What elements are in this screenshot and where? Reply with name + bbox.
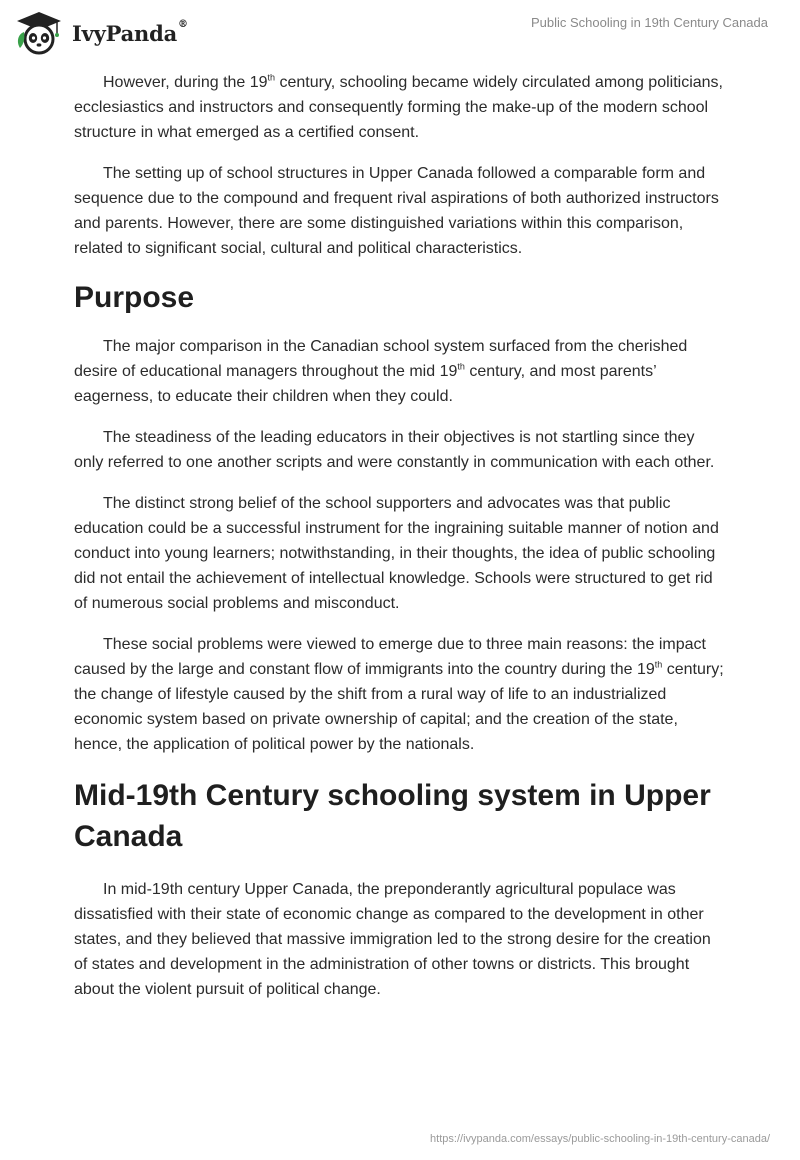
page-header — [0, 0, 800, 64]
paragraph: The major comparison in the Canadian school system surfaced from the cherished desire of educational managers throughout the mid 19th century, and most parents’ eagerness, to educate their children when they could. — [74, 338, 688, 405]
paragraph: The setting up of school structures in Upper Canada followed a comparable form and sequence due to the compound and frequent rival aspirations of both authorized instructors and parents. However, there are some distinguished variations within this comparison, related to significant social, cultural and political characteristics. — [74, 165, 719, 257]
essay-body — [74, 70, 728, 1018]
logo-wordmark: IvyPanda® — [72, 18, 188, 46]
source-url[interactable]: https://ivypanda.com/essays/public-schooling-in-19th-century-canada/ — [430, 1133, 770, 1145]
document-title: Public Schooling in 19th Century Canada — [530, 15, 768, 30]
ivypanda-logo[interactable] — [14, 8, 188, 58]
section-heading-mid-19th-century: Mid-19th Century schooling system in Upper Canada — [74, 779, 711, 853]
panda-graduate-icon — [14, 8, 64, 58]
paragraph: In mid-19th century Upper Canada, the preponderantly agricultural populace was dissatisfied with their state of economic change as compared to the development in other states, and they believed that massive immigration led to the strong desire for the creation of states and development in the administration of other towns or districts. This brought about the violent pursuit of political change. — [74, 881, 711, 998]
paragraph: These social problems were viewed to emerge due to three main reasons: the impact caused by the large and constant flow of immigrants into the country during the 19th century; the change of lifestyle caused by the shift from a rural way of life to an industrialized economic system based on private ownership of capital; and the creation of the state, hence, the application of political power by the nationals. — [74, 636, 724, 753]
paragraph: The steadiness of the leading educators in their objectives is not startling since they only referred to one another scripts and were constantly in communication with each other. — [74, 429, 715, 471]
paragraph: However, during the 19th century, schooling became widely circulated among politicians, ecclesiastics and instructors and consequently forming the make-up of the modern school structure in what emerged as a certified consent. — [74, 72, 723, 141]
section-heading-purpose: Purpose — [74, 281, 195, 314]
paragraph: The distinct strong belief of the school supporters and advocates was that public education could be a successful instrument for the ingraining suitable manner of notion and conduct into young learners; notwithstanding, in their thoughts, the idea of public schooling did not entail the achievement of intellectual knowledge. Schools were structured to get rid of numerous social problems and misconduct. — [74, 495, 719, 612]
